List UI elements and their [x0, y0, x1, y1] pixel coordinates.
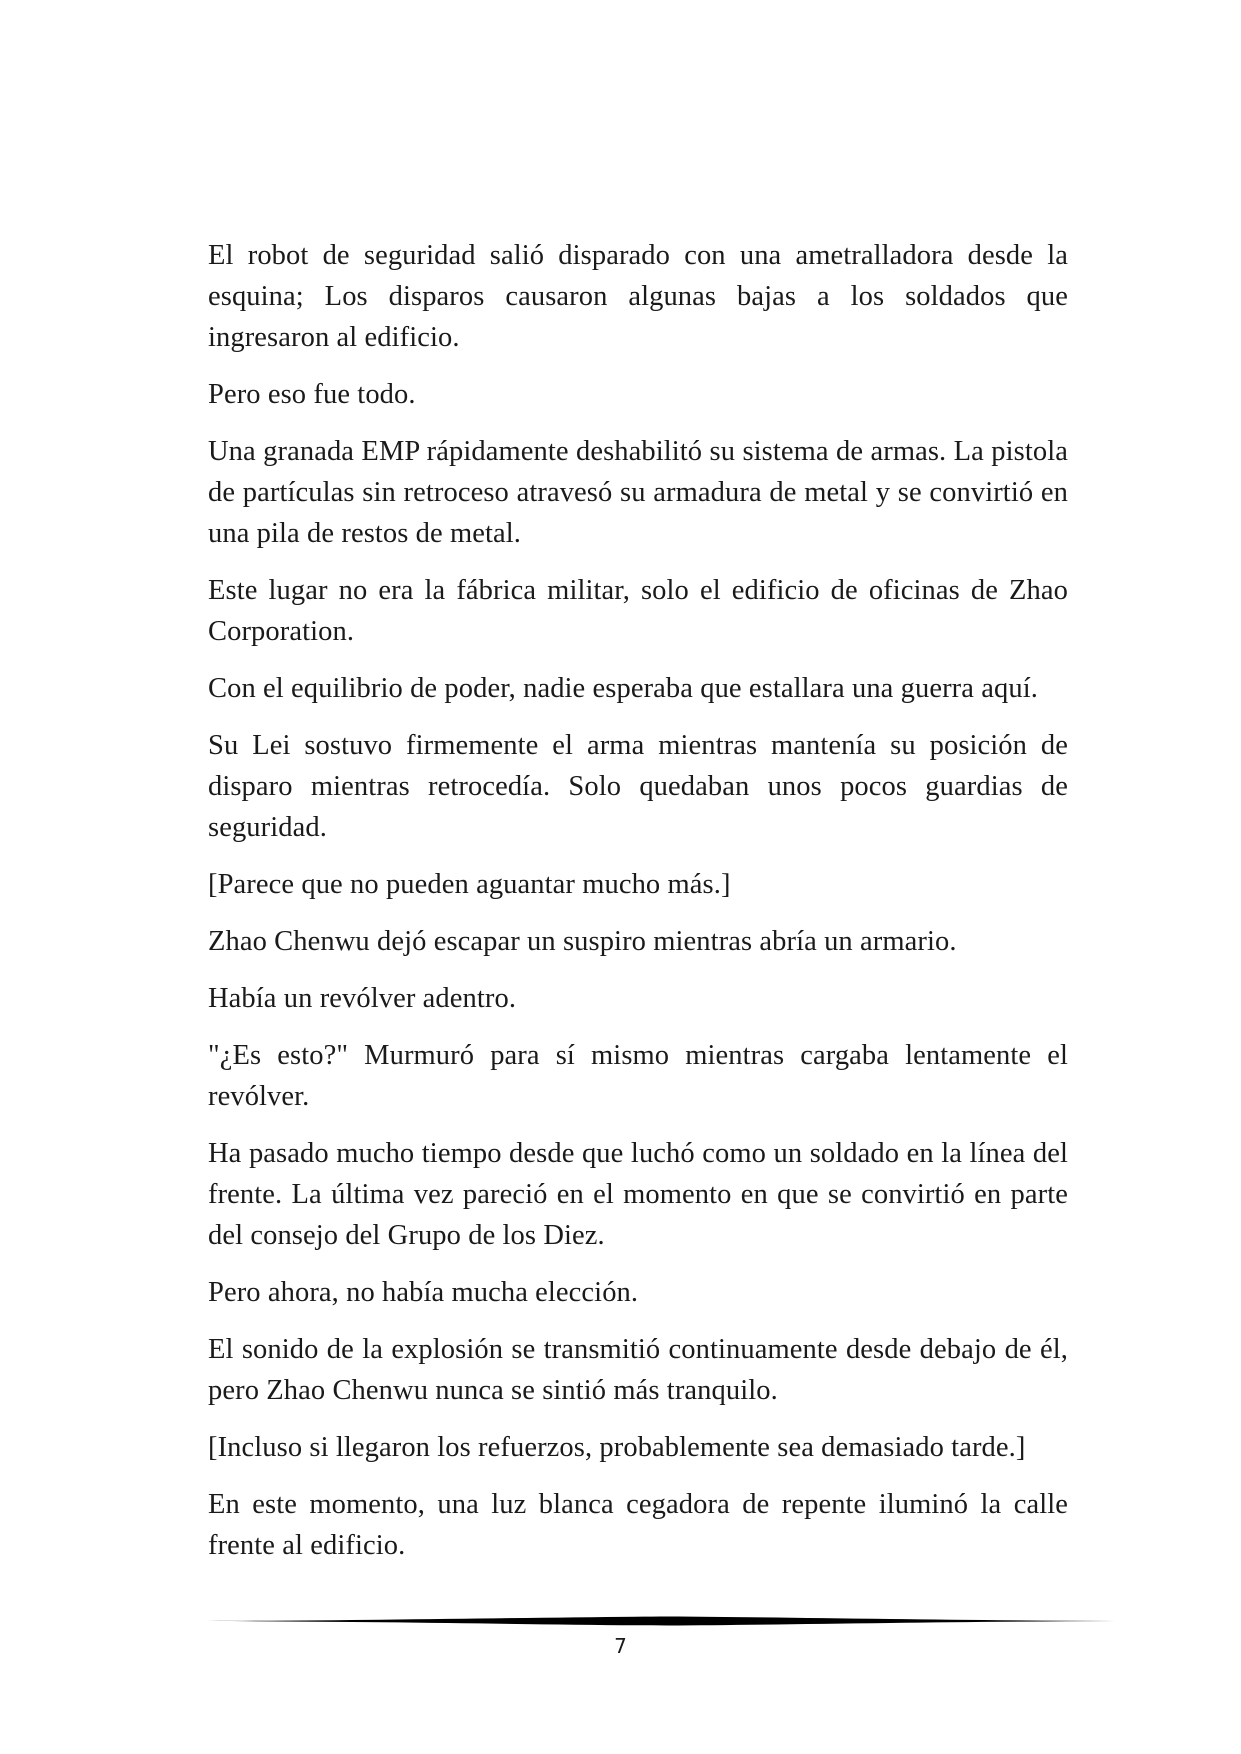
- paragraph: Zhao Chenwu dejó escapar un suspiro mientras abría un armario.: [208, 926, 957, 957]
- paragraph: Este lugar no era la fábrica militar, solo el edificio de oficinas de Zhao Corporation.: [208, 575, 1068, 647]
- paragraph: "¿Es esto?" Murmuró para sí mismo mientras cargaba lentamente el revólver.: [208, 1040, 1068, 1112]
- paragraph: Una granada EMP rápidamente deshabilitó su sistema de armas. La pistola de partículas sin retroceso atravesó su armadura de metal y se convirtió en una pila de restos de metal.: [208, 436, 1068, 549]
- paragraph: Pero eso fue todo.: [208, 379, 416, 410]
- paragraph: En este momento, una luz blanca cegadora de repente iluminó la calle frente al edificio.: [208, 1489, 1068, 1561]
- paragraph: Con el equilibrio de poder, nadie esperaba que estallara una guerra aquí.: [208, 673, 1038, 704]
- paragraph: Su Lei sostuvo firmemente el arma mientras mantenía su posición de disparo mientras retrocedía. Solo quedaban unos pocos guardias de seguridad.: [208, 730, 1068, 843]
- body-text: [208, 235, 1068, 1582]
- paragraph: Había un revólver adentro.: [208, 983, 517, 1014]
- page-number: 7: [614, 1634, 627, 1658]
- paragraph: Pero ahora, no había mucha elección.: [208, 1277, 639, 1308]
- paragraph: El robot de seguridad salió disparado con una ametralladora desde la esquina; Los disparos causaron algunas bajas a los soldados que ingresaron al edificio.: [208, 240, 1068, 353]
- paragraph: [Incluso si llegaron los refuerzos, probablemente sea demasiado tarde.]: [208, 1432, 1026, 1463]
- paragraph: Ha pasado mucho tiempo desde que luchó como un soldado en la línea del frente. La última vez pareció en el momento en que se convirtió en parte del consejo del Grupo de los Diez.: [208, 1138, 1068, 1251]
- footer-rule: [208, 1614, 1116, 1628]
- paragraph: [Parece que no pueden aguantar mucho más.]: [208, 869, 731, 900]
- paragraph: El sonido de la explosión se transmitió continuamente desde debajo de él, pero Zhao Chenwu nunca se sintió más tranquilo.: [208, 1334, 1068, 1406]
